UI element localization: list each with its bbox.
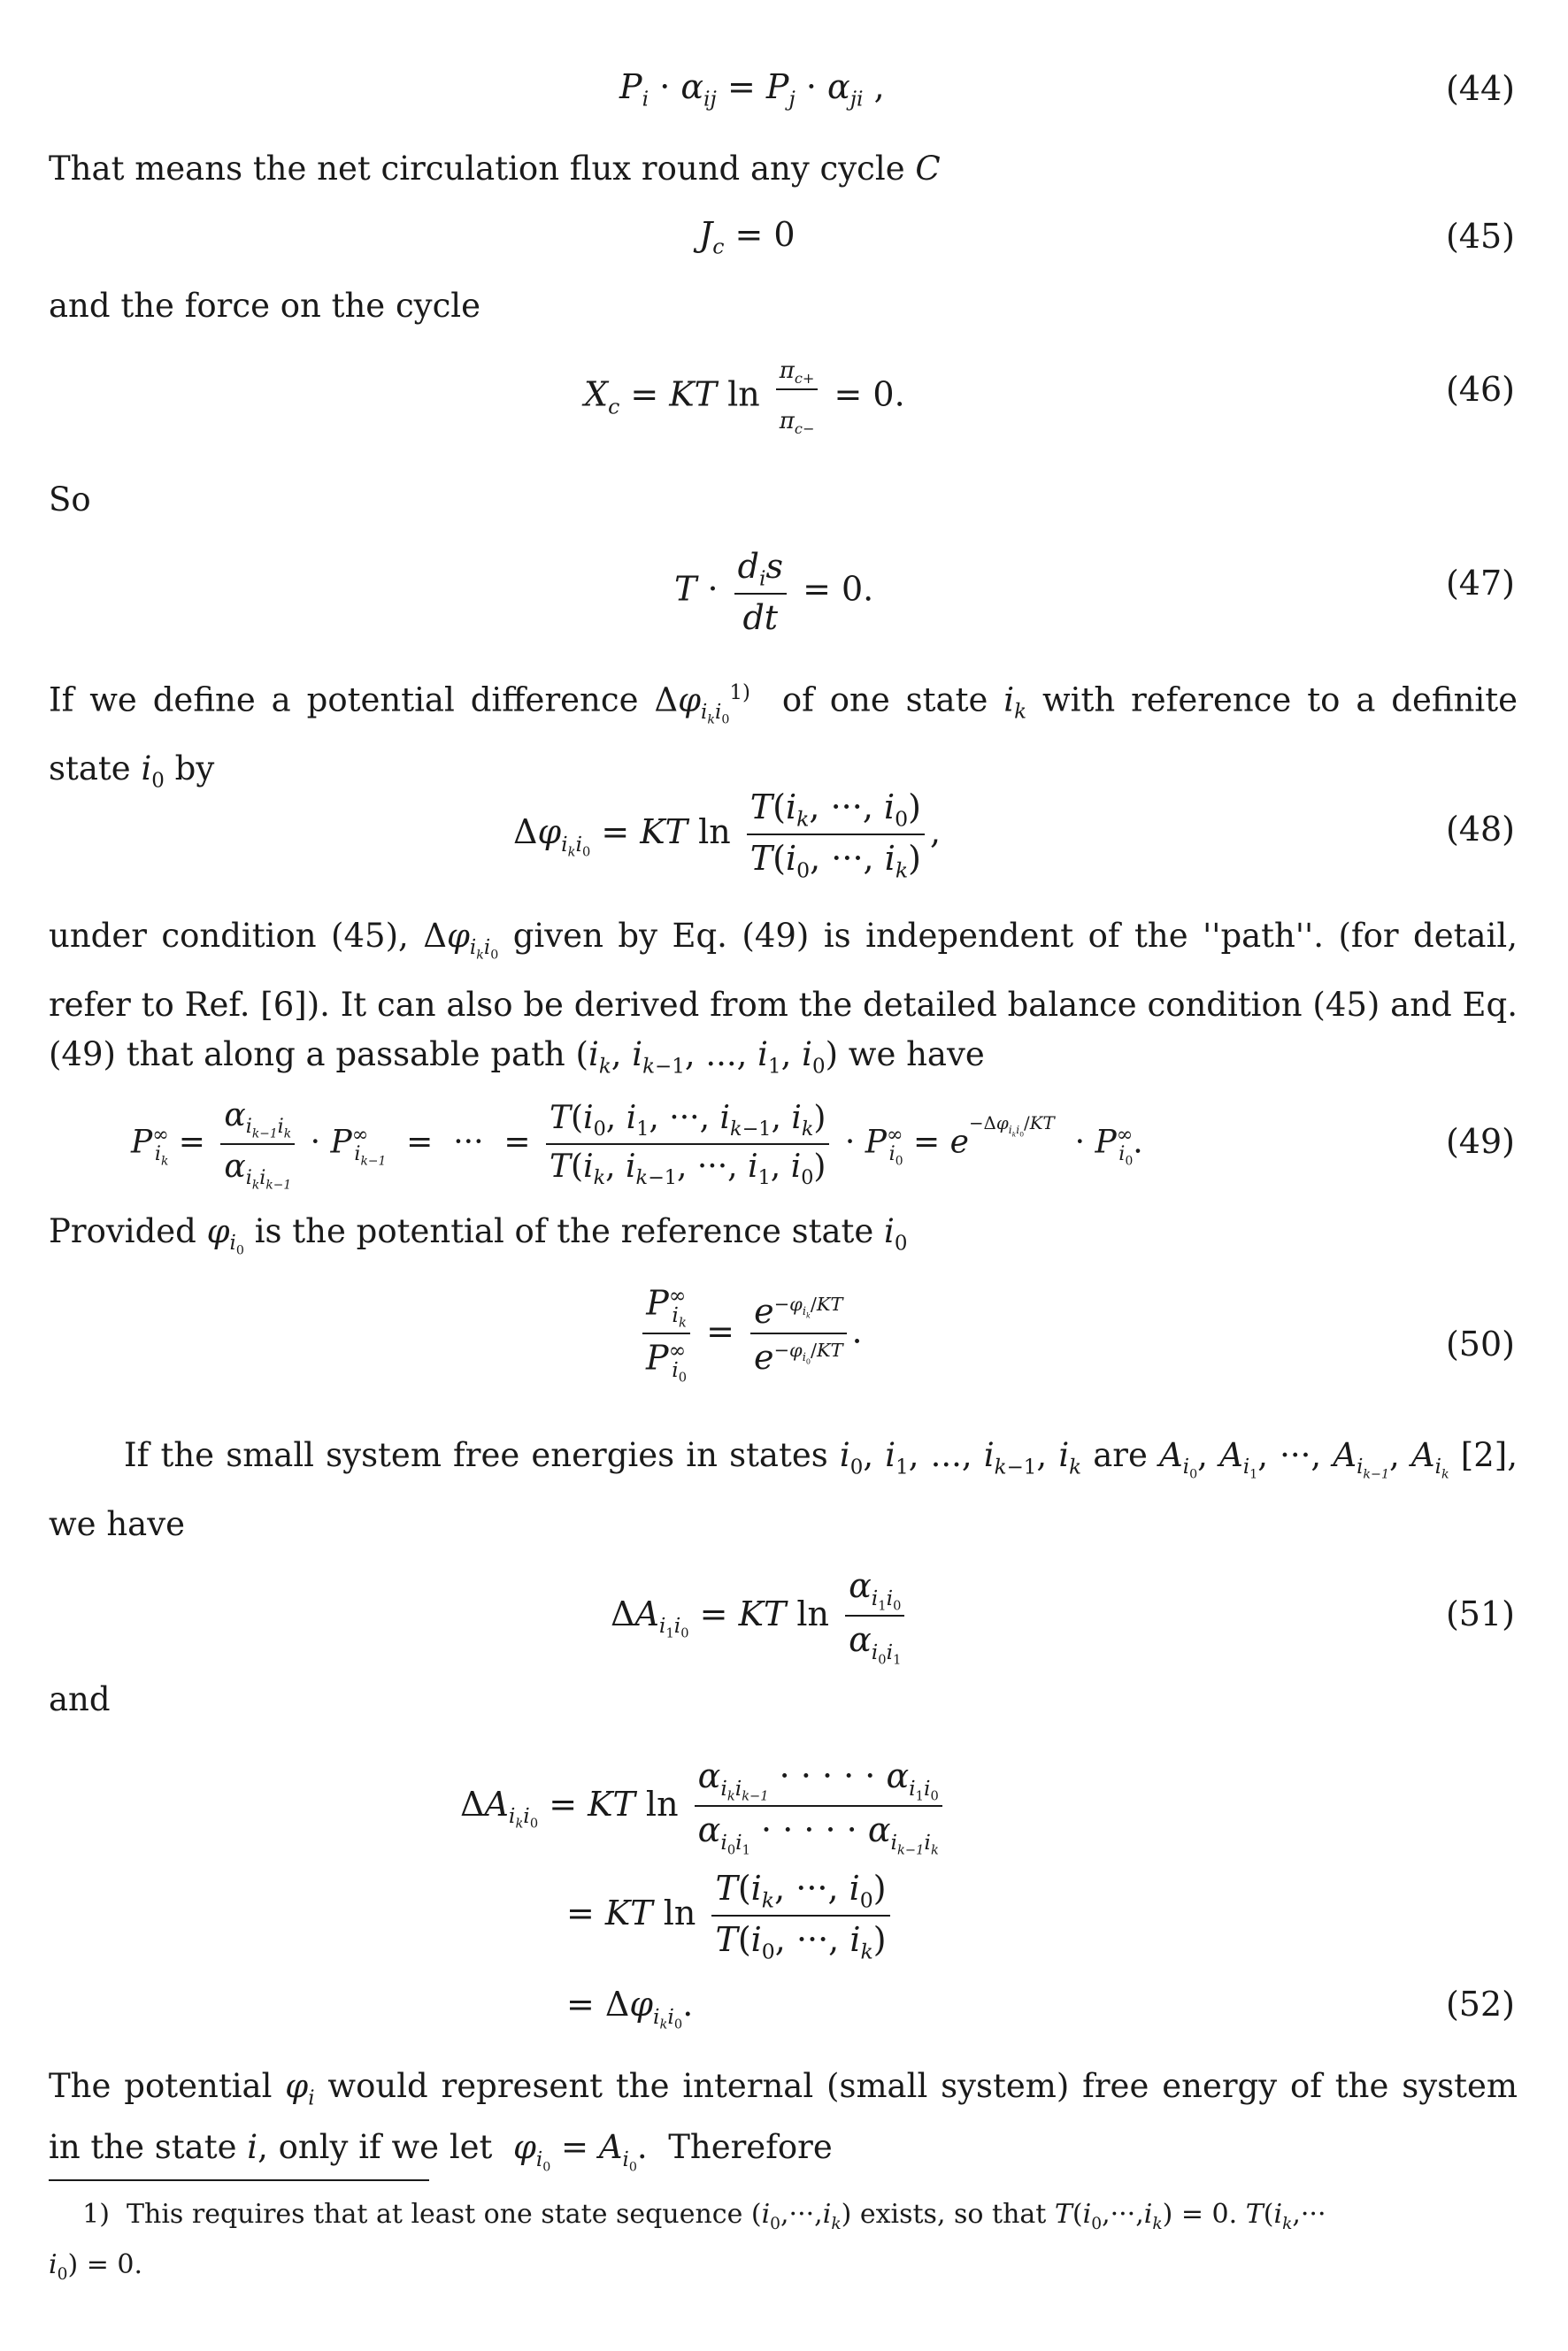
equation-number-46: (46) [1445, 370, 1515, 409]
equation-number-48: (48) [1445, 810, 1515, 849]
paragraph-1: That means the net circulation flux round any cycle C [49, 150, 941, 188]
entropy-rate-fraction: $\frac{d_is}{dt}$ [734, 547, 787, 637]
paragraph-7: If the small system free energies in states $i_0$, $i_1$, ..., $i_{k-1}$, $i_k$ are $A_{i_0}$, $A_{i_1}$, ···, $A_{i_{k-1}}$, $A_{i_k}$ [2], we have [49, 1436, 1518, 1543]
equation-52-line-3: = $\Delta\varphi_{i_ki_0}$. [566, 1985, 694, 2032]
pi-ratio: $\frac{\pi_{c+}}{\pi_{c-}}$ [776, 357, 819, 437]
exponential-ratio-50: $\frac{e^{-\varphi_{i_k}/KT}}{e^{-\varphi_{i_0}/KT}}$ [750, 1292, 847, 1377]
alpha-product-ratio-52: $\frac{\alpha_{i_ki_{k-1}} \cdot \cdot \cdot \cdot \cdot \alpha_{i_1i_0}}{\alpha_{i_0i_1} \cdot \cdot \cdot \cdot \cdot \alpha_{i_{k-1}i_k}}$ [695, 1756, 942, 1858]
paragraph-9: The potential $\varphi_i$ would represent the internal (small system) free energy of the system in the state i, only if we let $\varphi_{i_0} = A_{i_0}$. Therefore [49, 2067, 1518, 2175]
paragraph-5: under condition (45), $\Delta\varphi_{i_ki_0}$ given by Eq. (49) is independent of the ''path''. (for detail, refer to Ref. [6]). It can also be derived from the detailed balance condition (45) and Eq. (49) that along a passable path ($i_k$, $i_{k-1}$, ..., $i_1$, $i_0$) we have [49, 917, 1518, 1079]
equation-number-47: (47) [1445, 564, 1515, 603]
equation-45: $J_c = 0$ [699, 215, 796, 259]
equation-number-52: (52) [1445, 1985, 1515, 2024]
equation-48: $\Delta\varphi_{i_ki_0}$ = KT ln $\frac{T(i_k, \cdot\cdot\cdot, i_0)}{T(i_0, \cdot\cdot\cdot, i_k)}$ , [513, 788, 942, 883]
paragraph-4: If we define a potential difference $\Delta\varphi_{i_ki_0}^{1)}$ of one state $i_k$ with reference to a definite state $i_0$ by [49, 680, 1518, 793]
path-ratio-48: $\frac{T(i_k, \cdot\cdot\cdot, i_0)}{T(i_0, \cdot\cdot\cdot, i_k)}$ [747, 788, 925, 882]
footnote-rule [49, 2179, 429, 2181]
equation-52-line-1: $\Delta A_{i_ki_0}$ = KT ln $\frac{\alpha_{i_ki_{k-1}} \cdot \cdot \cdot \cdot \cdot \alpha_{i_1i_0}}{\alpha_{i_0i_1} \cdot \cdot \cdot \cdot \cdot \alpha_{i_{k-1}i_k}}$ [460, 1756, 948, 1858]
equation-50: $\frac{P^\infty_{i_k}}{P^\infty_{i_0}}$ = $\frac{e^{-\varphi_{i_k}/KT}}{e^{-\varphi_{i_0}/KT}}$ . [637, 1283, 863, 1386]
path-ratio-52: $\frac{T(i_k, \cdot\cdot\cdot, i_0)}{T(i_0, \cdot\cdot\cdot, i_k)}$ [711, 1869, 889, 1963]
paragraph-8: and [49, 1680, 111, 1718]
equation-46: $X_c$ = KT ln $\frac{\pi_{c+}}{\pi_{c-}}$ = 0. [584, 357, 905, 438]
equation-49: $P^\infty_{i_k}$ = $\frac{\alpha_{i_{k-1}i_k}}{\alpha_{i_ki_{k-1}}}$ · $P^\infty_{i_{k-1}}$ = ··· = $\frac{T(i_0, i_1, \cdot\cdot\cdot, i_{k-1}, i_k)}{T(i_k, i_{k-1}, \cdot\cdot\cdot, i_1, i_0)}$ · $P^\infty_{i_0} = e^{-\Delta\varphi_{i_ki_0}/KT} \cdot P^\infty_{i_0}$. [131, 1097, 1143, 1193]
alpha-ratio-51: $\frac{\alpha_{i_1i_0}}{\alpha_{i_0i_1}}$ [845, 1566, 904, 1668]
equation-number-49: (49) [1445, 1122, 1515, 1161]
path-ratio-49: $\frac{T(i_0, i_1, \cdot\cdot\cdot, i_{k-1}, i_k)}{T(i_k, i_{k-1}, \cdot\cdot\cdot, i_1, i_0)}$ [546, 1100, 829, 1188]
equation-51: $\Delta A_{i_1i_0}$ = KT ln $\frac{\alpha_{i_1i_0}}{\alpha_{i_0i_1}}$ [611, 1566, 910, 1668]
paragraph-2: and the force on the cycle [49, 287, 481, 325]
paragraph-6: Provided $\varphi_{i_0}$ is the potential of the reference state $i_0$ [49, 1212, 908, 1258]
equation-number-50: (50) [1445, 1325, 1515, 1364]
equation-number-51: (51) [1445, 1594, 1515, 1633]
equation-number-44: (44) [1445, 69, 1515, 108]
equation-52-line-2: = KT ln $\frac{T(i_k, \cdot\cdot\cdot, i_0)}{T(i_0, \cdot\cdot\cdot, i_k)}$ [566, 1869, 895, 1963]
equation-44: $P_i \cdot \alpha_{ij} = P_j \cdot \alpha_{ji}$ , [619, 67, 885, 111]
probability-ratio-50: $\frac{P^\infty_{i_k}}{P^\infty_{i_0}}$ [642, 1283, 690, 1386]
alpha-ratio-49: $\frac{\alpha_{i_{k-1}i_k}}{\alpha_{i_ki_{k-1}}}$ [220, 1097, 295, 1192]
paragraph-3: So [49, 480, 91, 519]
footnote-1: 1) This requires that at least one state sequence $(i_0,\cdot\cdot\cdot,i_k)$ exists, so that $T(i_0,\cdot\cdot\cdot,i_k) = 0$. $T(i_k,\cdot\cdot\cdot$ $i_0) = 0$. [49, 2199, 1326, 2284]
equation-number-45: (45) [1445, 217, 1515, 256]
equation-47: T · $\frac{d_is}{dt}$ = 0. [674, 547, 874, 637]
